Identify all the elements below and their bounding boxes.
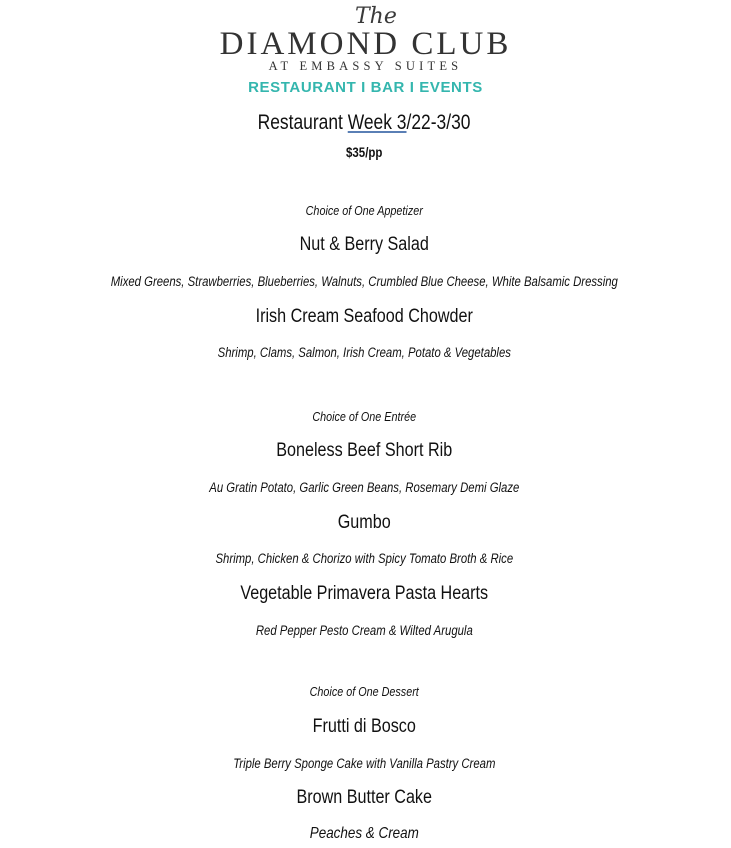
dish-description: Red Pepper Pesto Cream & Wilted Arugula <box>255 623 473 638</box>
dish-name: Boneless Beef Short Rib <box>276 440 453 461</box>
dish-name: Irish Cream Seafood Chowder <box>255 306 473 327</box>
dish-name: Vegetable Primavera Pasta Hearts <box>240 583 489 604</box>
dish-description: Shrimp, Clams, Salmon, Irish Cream, Potato & Vegetables <box>217 345 511 360</box>
dish-description: Au Gratin Potato, Garlic Green Beans, Rosemary Demi Glaze <box>209 480 520 495</box>
logo-subtitle: AT EMBASSY SUITES <box>268 59 463 73</box>
dish-name: Gumbo <box>337 512 391 533</box>
price: $35/pp <box>346 145 383 160</box>
course-heading-entree: Choice of One Entrée <box>312 409 417 424</box>
dish-description: Shrimp, Chicken & Chorizo with Spicy Tomato Broth & Rice <box>215 551 514 566</box>
logo-name: DIAMOND CLUB <box>219 26 512 62</box>
dish-name: Nut & Berry Salad <box>299 234 429 255</box>
page-title <box>61 111 668 135</box>
title-underlined: Week 3 <box>347 111 407 134</box>
dish-description: Peaches & Cream <box>309 825 419 842</box>
dish-name: Brown Butter Cake <box>296 787 432 808</box>
course-heading-dessert: Choice of One Dessert <box>309 684 419 699</box>
logo-the: The <box>355 4 397 29</box>
dish-name: Frutti di Bosco <box>312 716 416 737</box>
title-prefix: Restaurant <box>257 111 348 134</box>
course-heading-appetizer: Choice of One Appetizer <box>305 203 423 218</box>
dish-description: Triple Berry Sponge Cake with Vanilla Pastry Cream <box>233 756 496 771</box>
logo-tagline: RESTAURANT I BAR I EVENTS <box>248 79 483 96</box>
title-suffix: /22-3/30 <box>406 111 471 134</box>
dish-description: Mixed Greens, Strawberries, Blueberries, Walnuts, Crumbled Blue Cheese, White Balsamic Dressing <box>110 274 618 289</box>
